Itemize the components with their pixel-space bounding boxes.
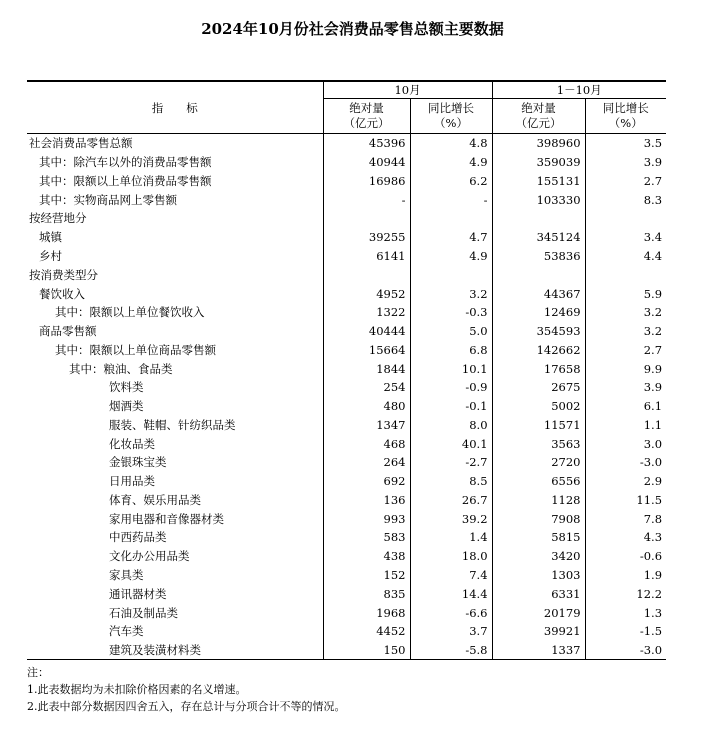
row-label: 其中：限额以上单位消费品零售额	[27, 172, 323, 191]
row-label: 按消费类型分	[27, 265, 323, 284]
cell-ytd-yoy: 3.4	[643, 230, 663, 245]
cell-month-yoy: -5.8	[410, 641, 492, 660]
cell-ytd-yoy: 6.1	[643, 399, 663, 414]
cell-ytd-abs: 103330	[492, 190, 585, 209]
cell-ytd-abs: 359039	[492, 153, 585, 172]
cell-month-yoy: -	[410, 190, 492, 209]
cell-month-yoy: 10.1	[410, 359, 492, 378]
row-label: 其中：粮油、食品类	[27, 359, 323, 378]
table-row	[27, 134, 666, 153]
retail-data-table	[27, 80, 666, 660]
cell-month-yoy: 8.0	[410, 415, 492, 434]
cell-ytd-yoy: 4.4	[643, 248, 663, 263]
cell-month-abs: 1968	[323, 603, 410, 622]
cell-month-abs: 1347	[323, 415, 410, 434]
cell-ytd-yoy: 9.9	[643, 361, 663, 376]
row-label: 社会消费品零售总额	[27, 134, 323, 153]
row-label: 日用品类	[27, 472, 323, 491]
cell-ytd-yoy	[585, 209, 666, 228]
cell-ytd-yoy: 3.9	[643, 380, 663, 395]
row-label: 其中：限额以上单位商品零售额	[27, 340, 323, 359]
cell-month-abs: -	[323, 190, 410, 209]
table-row	[27, 566, 666, 585]
header-indicator: 指 标	[27, 81, 323, 134]
footnote-1: 1.此表数据均为未扣除价格因素的名义增速。	[27, 683, 247, 696]
table-body	[27, 134, 666, 660]
header-month-abs	[323, 99, 410, 134]
cell-ytd-yoy: 3.5	[643, 136, 663, 151]
cell-month-yoy	[410, 265, 492, 284]
cell-ytd-abs: 53836	[492, 247, 585, 266]
cell-ytd-yoy: 3.9	[643, 155, 663, 170]
cell-ytd-abs: 2675	[492, 378, 585, 397]
cell-month-yoy: -6.6	[410, 603, 492, 622]
cell-month-yoy: 14.4	[410, 584, 492, 603]
cell-ytd-yoy: -3.0	[639, 455, 663, 470]
cell-ytd-yoy: 12.2	[636, 586, 663, 601]
cell-month-yoy: 7.4	[410, 566, 492, 585]
cell-month-abs: 6141	[323, 247, 410, 266]
cell-ytd-yoy: 1.1	[643, 417, 663, 432]
table-row	[27, 322, 666, 341]
row-label: 化妆品类	[27, 434, 323, 453]
cell-ytd-yoy: -0.6	[639, 549, 663, 564]
header-yoy-unit: （%）	[608, 116, 643, 130]
cell-month-yoy: 4.9	[410, 247, 492, 266]
cell-month-yoy: -0.9	[410, 378, 492, 397]
cell-month-yoy: 1.4	[410, 528, 492, 547]
row-label: 烟酒类	[27, 397, 323, 416]
cell-ytd-yoy	[585, 265, 666, 284]
row-label: 其中：实物商品网上零售额	[27, 190, 323, 209]
cell-ytd-abs: 1337	[492, 641, 585, 660]
cell-month-abs: 692	[323, 472, 410, 491]
row-label: 体育、娱乐用品类	[27, 491, 323, 510]
cell-ytd-abs: 6556	[492, 472, 585, 491]
row-label: 其中：除汽车以外的消费品零售额	[27, 153, 323, 172]
table-row	[27, 228, 666, 247]
row-label: 家用电器和音像器材类	[27, 509, 323, 528]
cell-ytd-yoy: 8.3	[643, 192, 663, 207]
cell-ytd-abs	[492, 209, 585, 228]
cell-month-yoy: 3.2	[410, 284, 492, 303]
header-yoy-label: 同比增长	[428, 101, 474, 115]
header-ytd-abs	[492, 99, 585, 134]
row-label: 按经营地分	[27, 209, 323, 228]
cell-month-yoy: -0.1	[410, 397, 492, 416]
header-month-yoy	[410, 99, 492, 134]
table-row	[27, 472, 666, 491]
cell-month-yoy: -0.3	[410, 303, 492, 322]
cell-month-abs: 264	[323, 453, 410, 472]
row-label: 石油及制品类	[27, 603, 323, 622]
table-row	[27, 415, 666, 434]
table-row	[27, 172, 666, 191]
cell-ytd-abs	[492, 265, 585, 284]
cell-ytd-abs: 5815	[492, 528, 585, 547]
cell-month-abs: 438	[323, 547, 410, 566]
header-yoy-unit: （%）	[434, 116, 468, 130]
row-label: 汽车类	[27, 622, 323, 641]
cell-ytd-yoy: 4.3	[643, 530, 663, 545]
cell-ytd-abs: 398960	[492, 134, 585, 153]
row-label: 金银珠宝类	[27, 453, 323, 472]
row-label: 文化办公用品类	[27, 547, 323, 566]
footnotes	[27, 664, 346, 715]
cell-month-yoy: 4.8	[410, 134, 492, 153]
cell-ytd-abs: 6331	[492, 584, 585, 603]
cell-month-abs: 583	[323, 528, 410, 547]
cell-ytd-yoy: -1.5	[639, 624, 663, 639]
cell-ytd-abs: 44367	[492, 284, 585, 303]
cell-month-abs: 468	[323, 434, 410, 453]
cell-ytd-yoy: 1.9	[643, 567, 663, 582]
cell-month-yoy: 6.8	[410, 340, 492, 359]
page-title: 2024年10月份社会消费品零售总额主要数据	[201, 20, 504, 38]
cell-month-abs: 39255	[323, 228, 410, 247]
cell-month-abs: 16986	[323, 172, 410, 191]
cell-ytd-yoy: 7.8	[643, 511, 663, 526]
table-row	[27, 641, 666, 660]
cell-month-yoy: 8.5	[410, 472, 492, 491]
header-yoy-label: 同比增长	[602, 101, 649, 115]
cell-month-yoy	[410, 209, 492, 228]
table-row	[27, 584, 666, 603]
row-label: 城镇	[27, 228, 323, 247]
cell-ytd-abs: 39921	[492, 622, 585, 641]
footnote-head: 注：	[27, 666, 49, 679]
cell-month-abs: 152	[323, 566, 410, 585]
cell-month-yoy: 4.7	[410, 228, 492, 247]
cell-month-yoy: 40.1	[410, 434, 492, 453]
cell-month-yoy: 3.7	[410, 622, 492, 641]
cell-month-abs: 4452	[323, 622, 410, 641]
row-label: 建筑及装潢材料类	[27, 641, 323, 660]
header-period-month: 10月	[323, 81, 492, 99]
table-row	[27, 603, 666, 622]
table-row	[27, 247, 666, 266]
table-row	[27, 284, 666, 303]
cell-month-abs: 15664	[323, 340, 410, 359]
cell-ytd-abs: 5002	[492, 397, 585, 416]
row-label: 饮料类	[27, 378, 323, 397]
cell-ytd-yoy: 3.2	[643, 324, 663, 339]
cell-ytd-abs: 12469	[492, 303, 585, 322]
cell-ytd-abs: 2720	[492, 453, 585, 472]
cell-month-abs: 45396	[323, 134, 410, 153]
table-row	[27, 190, 666, 209]
cell-ytd-abs: 345124	[492, 228, 585, 247]
header-period-ytd: 1－10月	[492, 81, 666, 99]
row-label: 乡村	[27, 247, 323, 266]
table-row	[27, 209, 666, 228]
row-label: 通讯器材类	[27, 584, 323, 603]
table-row	[27, 303, 666, 322]
header-abs-label: 绝对量	[349, 101, 384, 115]
cell-ytd-abs: 20179	[492, 603, 585, 622]
cell-month-abs: 136	[323, 491, 410, 510]
table-row	[27, 453, 666, 472]
table-row	[27, 378, 666, 397]
table-row	[27, 547, 666, 566]
cell-month-abs	[323, 209, 410, 228]
cell-ytd-yoy: 1.3	[643, 605, 663, 620]
cell-month-yoy: 6.2	[410, 172, 492, 191]
header-abs-unit: （亿元）	[343, 116, 390, 130]
table-row	[27, 340, 666, 359]
cell-month-abs: 835	[323, 584, 410, 603]
table-row	[27, 265, 666, 284]
table-row	[27, 528, 666, 547]
cell-ytd-abs: 7908	[492, 509, 585, 528]
table-row	[27, 434, 666, 453]
row-label: 服装、鞋帽、针纺织品类	[27, 415, 323, 434]
cell-month-yoy: 18.0	[410, 547, 492, 566]
table-row	[27, 153, 666, 172]
cell-month-abs: 40444	[323, 322, 410, 341]
cell-month-abs: 1322	[323, 303, 410, 322]
table-row	[27, 397, 666, 416]
cell-month-abs: 254	[323, 378, 410, 397]
cell-ytd-yoy: 3.2	[643, 305, 663, 320]
cell-month-abs	[323, 265, 410, 284]
cell-ytd-abs: 17658	[492, 359, 585, 378]
footnote-2: 2.此表中部分数据因四舍五入，存在总计与分项合计不等的情况。	[27, 700, 346, 713]
cell-ytd-yoy: -3.0	[585, 641, 666, 660]
header-ytd-yoy	[585, 99, 666, 134]
cell-month-yoy: 26.7	[410, 491, 492, 510]
cell-month-abs: 4952	[323, 284, 410, 303]
table-row	[27, 359, 666, 378]
cell-month-abs: 1844	[323, 359, 410, 378]
cell-ytd-abs: 3420	[492, 547, 585, 566]
row-label: 家具类	[27, 566, 323, 585]
cell-ytd-yoy: 5.9	[643, 286, 663, 301]
row-label: 餐饮收入	[27, 284, 323, 303]
cell-ytd-yoy: 2.7	[643, 342, 663, 357]
cell-ytd-abs: 1303	[492, 566, 585, 585]
cell-month-yoy: -2.7	[410, 453, 492, 472]
header-abs-label: 绝对量	[521, 101, 556, 115]
cell-month-yoy: 5.0	[410, 322, 492, 341]
cell-month-yoy: 39.2	[410, 509, 492, 528]
cell-ytd-yoy: 3.0	[643, 436, 663, 451]
cell-ytd-abs: 1128	[492, 491, 585, 510]
cell-ytd-abs: 155131	[492, 172, 585, 191]
cell-ytd-abs: 354593	[492, 322, 585, 341]
cell-ytd-yoy: 2.9	[643, 474, 663, 489]
cell-month-abs: 150	[323, 641, 410, 660]
cell-ytd-yoy: 2.7	[643, 173, 663, 188]
row-label: 中西药品类	[27, 528, 323, 547]
cell-month-abs: 993	[323, 509, 410, 528]
cell-ytd-yoy: 11.5	[636, 492, 663, 507]
row-label: 其中：限额以上单位餐饮收入	[27, 303, 323, 322]
cell-month-abs: 480	[323, 397, 410, 416]
cell-month-yoy: 4.9	[410, 153, 492, 172]
cell-ytd-abs: 11571	[492, 415, 585, 434]
table-row	[27, 491, 666, 510]
header-abs-unit: （亿元）	[515, 116, 562, 130]
cell-month-abs: 40944	[323, 153, 410, 172]
cell-ytd-abs: 3563	[492, 434, 585, 453]
table-row	[27, 509, 666, 528]
row-label: 商品零售额	[27, 322, 323, 341]
table-row	[27, 622, 666, 641]
cell-ytd-abs: 142662	[492, 340, 585, 359]
